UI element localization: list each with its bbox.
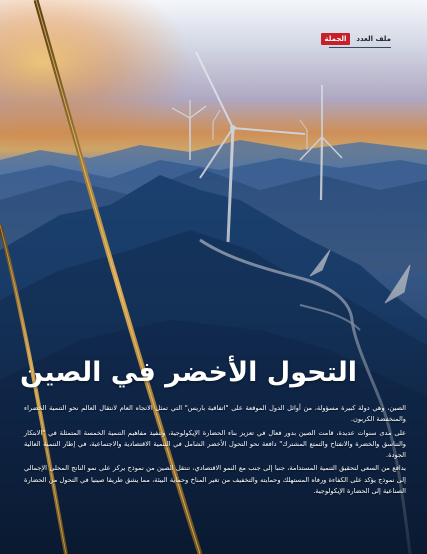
article-paragraph-3: يدافع من السعي لتحقيق التنمية المستدامة، جنبا إلى جنب مع النمو الاقتصادي، تنتقل الصين من نموذج يركز على نمو الناتج المحلي الإجمالي إلى نموذج يؤكد على الكفاءة ورفاه المستهلك وحمايته والتخفيف من تغير المناخ وحماية البيئة، مما يشق طريقا صينيا في التحول من الحضارة الصناعية إلى الحضارة الإيكولوجية. [24, 464, 406, 496]
article-title: التحول الأخضر في الصين [20, 357, 357, 388]
magazine-logo: الجملة [321, 33, 351, 45]
section-label: ملف العدد [356, 35, 391, 43]
article-paragraph-1: الصين، وهي دولة كبيرة مسؤولة، من أوائل الدول الموقعة على "اتفاقية باريس" التي تمثل الاتجاه العام لانتقال العالم نحو التنمية الخضراء والمنخفضة الكربون. [24, 404, 406, 424]
article-body [24, 403, 406, 499]
page-header [321, 33, 391, 45]
header-divider [329, 47, 391, 48]
article-paragraph-2: على مدى سنوات عديدة، قامت الصين بدور فعال في تعزيز بناء الحضارة الإيكولوجية، وتنفيذ مفاهيم التنمية الخمسة المتمثلة في "الابتكار والتناسق والخضرة والانفتاح والتمتع المشترك" دافعة نحو التحول الأخضر الشامل في التنمية الاقتصادية والاجتماعية، في إطار التنمية العالية الجودة. [24, 428, 406, 460]
